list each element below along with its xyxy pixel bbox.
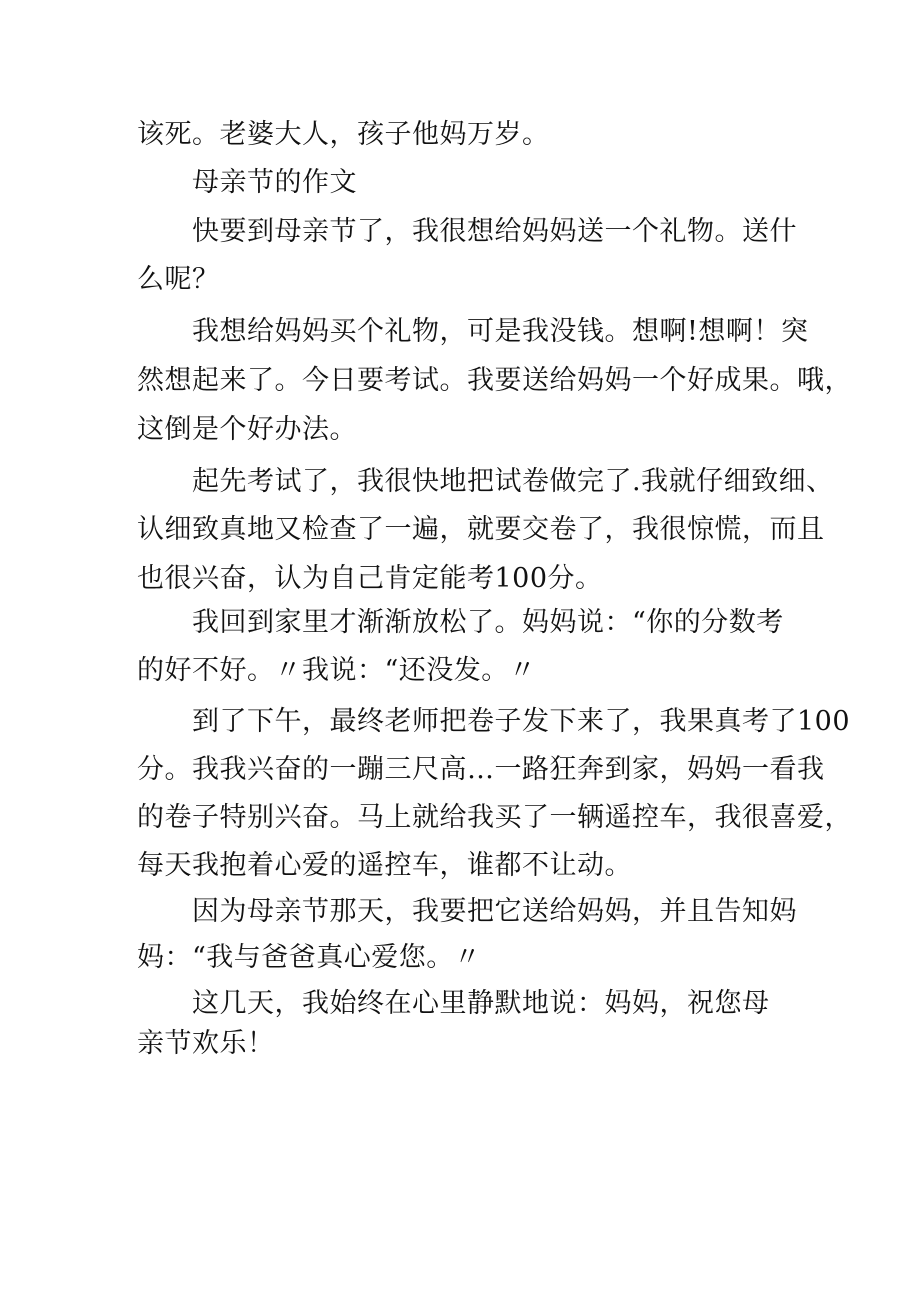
text-line: 每天我抱着心爱的遥控车，谁都不让动。 xyxy=(137,850,632,881)
text-line: 到了下午，最终老师把卷子发下来了，我果真考了100 xyxy=(192,706,851,737)
text-line: 妈：“我与爸爸真心爱您。〃 xyxy=(137,942,482,973)
text-line: 亲节欢乐！ xyxy=(137,1028,275,1059)
text-line: 的卷子特别兴奋。马上就给我买了一辆遥控车，我很喜爱， xyxy=(137,802,852,833)
text-line: 该死。老婆大人，孩子他妈万岁。 xyxy=(137,119,550,150)
text-line: 我回到家里才渐渐放松了。妈妈说：“你的分数考 xyxy=(192,607,784,638)
text-line: 分。我我兴奋的一蹦三尺高…一路狂奔到家，妈妈一看我 xyxy=(137,754,825,785)
text-line: 的好不好。〃我说：“还没发。〃 xyxy=(137,655,537,686)
essay-title: 母亲节的作文 xyxy=(192,167,357,198)
text-line: 也很兴奋，认为自己肯定能考100分。 xyxy=(137,563,603,594)
text-line: 这倒是个好办法。 xyxy=(137,414,357,445)
text-line: 起先考试了，我很快地把试卷做完了.我就仔细致细、 xyxy=(192,466,834,497)
text-line: 然想起来了。今日要考试。我要送给妈妈一个好成果。哦， xyxy=(137,365,852,396)
text-line: 这几天，我始终在心里静默地说：妈妈，祝您母 xyxy=(192,988,770,1019)
text-line: 快要到母亲节了，我很想给妈妈送一个礼物。送什 xyxy=(192,216,797,247)
text-line: 因为母亲节那天，我要把它送给妈妈，并且告知妈 xyxy=(192,896,797,927)
text-line: 我想给妈妈买个礼物，可是我没钱。想啊!想啊！突 xyxy=(192,316,809,347)
text-line: 认细致真地又检查了一遍，就要交卷了，我很惊慌，而且 xyxy=(137,514,825,545)
text-line: 么呢？ xyxy=(137,264,220,295)
